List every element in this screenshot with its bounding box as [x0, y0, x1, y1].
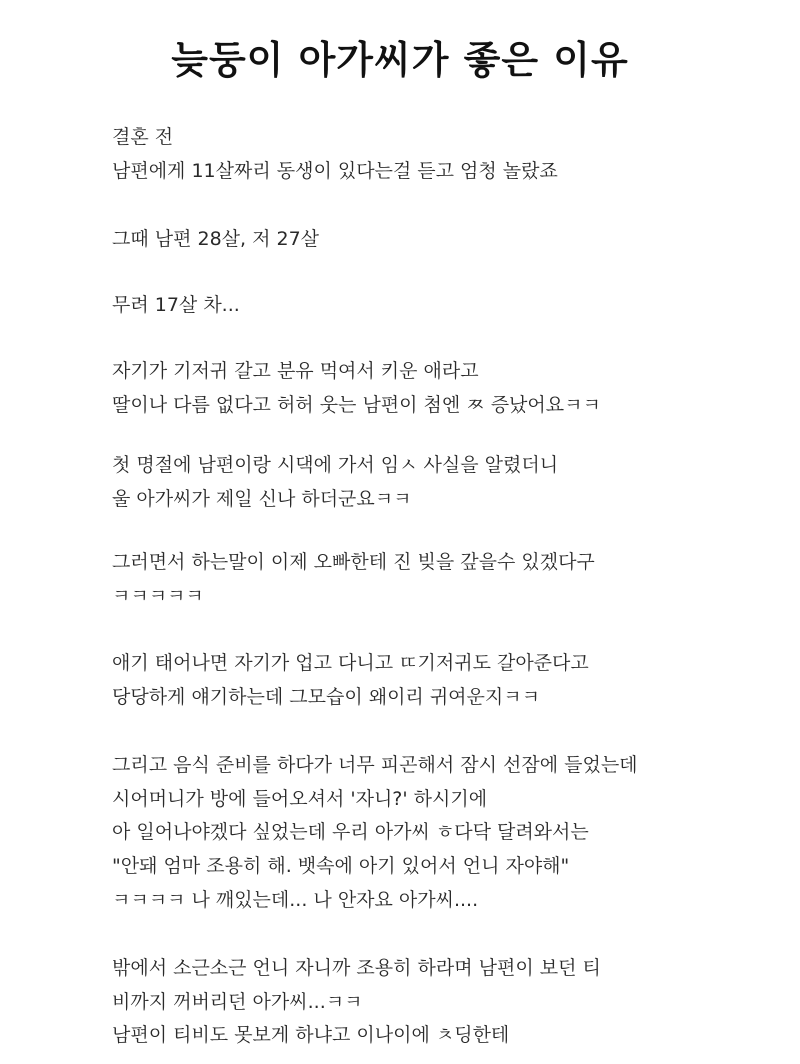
story-line: 자기가 기저귀 갈고 분유 먹여서 키운 애라고 [112, 360, 479, 382]
story-line: 남편에게 11살짜리 동생이 있다는걸 듣고 엄청 놀랐죠 [112, 160, 558, 182]
story-line: 아 일어나야겠다 싶었는데 우리 아가씨 ㅎ다닥 달려와서는 [112, 821, 589, 843]
story-line: 무려 17살 차... [112, 294, 240, 316]
story-line: 딸이나 다름 없다고 허허 웃는 남편이 첨엔 ㅉ 증났어요ㅋㅋ [112, 394, 601, 416]
story-line: "안돼 엄마 조용히 해. 뱃속에 아기 있어서 언니 자야해" [112, 855, 570, 877]
story-line: 그때 남편 28살, 저 27살 [112, 228, 320, 250]
story-line: ㅋㅋㅋㅋㅋ [112, 585, 204, 607]
story-line: ㅋㅋㅋㅋ 나 깨있는데... 나 안자요 아가씨.... [112, 889, 479, 911]
story-line: 애기 태어나면 자기가 업고 다니고 ㄸ기저귀도 갈아준다고 [112, 652, 589, 674]
post-title: 늦둥이 아가씨가 좋은 이유 [171, 38, 629, 82]
story-line: 결혼 전 [112, 126, 174, 148]
story-line: 밖에서 소근소근 언니 자니까 조용히 하라며 남편이 보던 티 [112, 957, 601, 979]
story-line: 그리고 음식 준비를 하다가 너무 피곤해서 잠시 선잠에 들었는데 [112, 754, 638, 776]
story-line: 울 아가씨가 제일 신나 하더군요ㅋㅋ [112, 488, 412, 510]
story-line: 첫 명절에 남편이랑 시댁에 가서 임ㅅ 사실을 알렸더니 [112, 454, 559, 476]
story-line: 시어머니가 방에 들어오셔서 '자니?' 하시기에 [112, 788, 488, 810]
story-line: 남편이 티비도 못보게 하냐고 이나이에 ㅊ딩한테 [112, 1024, 510, 1046]
story-line: 비까지 꺼버리던 아가씨...ㅋㅋ [112, 991, 363, 1013]
story-line: 당당하게 얘기하는데 그모습이 왜이리 귀여운지ㅋㅋ [112, 686, 540, 708]
story-line: 그러면서 하는말이 이제 오빠한테 진 빚을 갚을수 있겠다구 [112, 551, 595, 573]
